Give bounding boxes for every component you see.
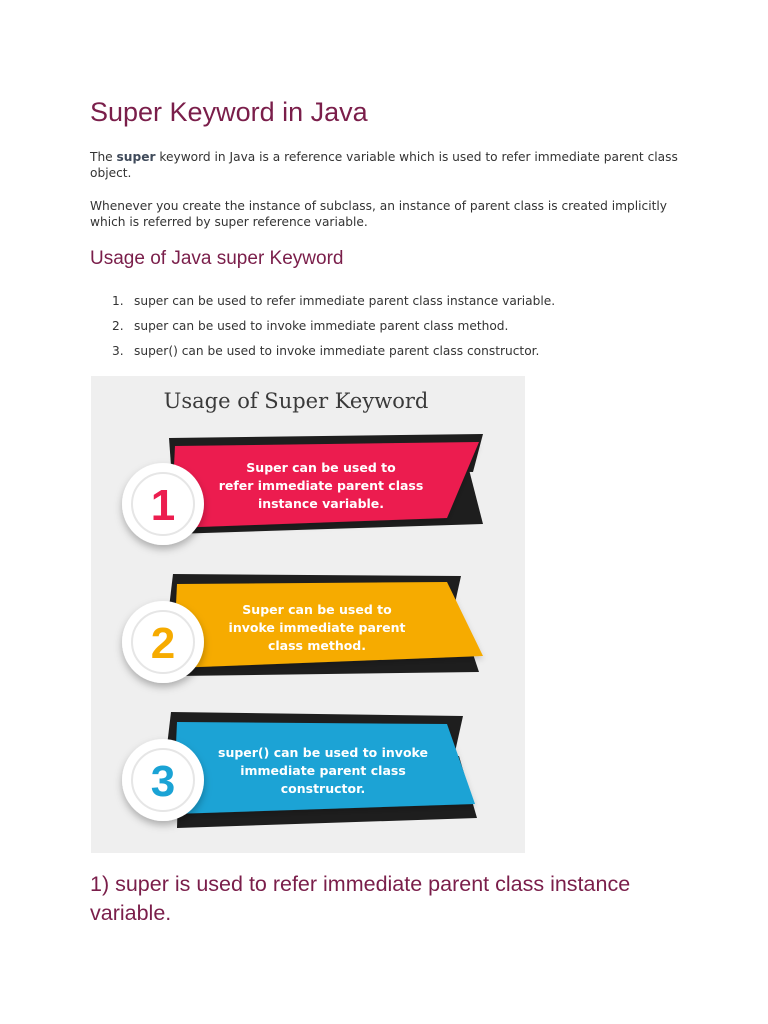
list-item xyxy=(112,292,555,317)
ribbon-text-line: immediate parent class xyxy=(240,763,406,778)
list-item xyxy=(112,342,555,367)
page-title: Super Keyword in Java xyxy=(90,97,368,127)
badge-number-3: 3 xyxy=(150,757,176,806)
list-text: super can be used to invoke immediate parent class method. xyxy=(134,319,509,333)
intro-paragraph xyxy=(90,149,690,181)
list-number: 2. xyxy=(112,319,124,333)
ribbon-text-line: instance variable. xyxy=(257,496,385,511)
usage-item-1 xyxy=(122,434,483,545)
list-text: super can be used to refer immediate parent class instance variable. xyxy=(134,294,556,308)
usage-item-2 xyxy=(122,574,483,683)
infographic-title: Usage of Super Keyword xyxy=(163,389,429,413)
ribbon-text-line: invoke immediate parent xyxy=(228,620,406,635)
badge-number-2: 2 xyxy=(150,619,176,668)
ribbon-text-line: Super can be used to xyxy=(246,460,396,475)
ribbon-text-line: refer immediate parent class xyxy=(218,478,424,493)
section-heading: 1) super is used to refer immediate parent class instance variable. xyxy=(90,872,631,925)
subclass-paragraph: Whenever you create the instance of subclass, an instance of parent class is created implicitly which is referred by super reference variable. xyxy=(90,199,668,229)
list-text: super() can be used to invoke immediate parent class constructor. xyxy=(134,344,540,358)
intro-prefix: The xyxy=(90,150,117,164)
usage-infographic xyxy=(91,376,525,853)
ribbon-text-line: class method. xyxy=(267,638,367,653)
list-number: 1. xyxy=(112,294,124,308)
usage-list xyxy=(112,292,555,367)
badge-number-1: 1 xyxy=(150,481,176,530)
ribbon-text-line: constructor. xyxy=(280,781,366,796)
usage-item-3 xyxy=(122,712,477,828)
infographic-canvas xyxy=(91,376,525,853)
ribbon-text-line: super() can be used to invoke xyxy=(218,745,428,760)
intro-suffix: keyword in Java is a reference variable which is used to refer immediate parent class object. xyxy=(90,150,678,180)
super-keyword: super xyxy=(116,150,156,164)
usage-heading: Usage of Java super Keyword xyxy=(90,248,344,269)
list-number: 3. xyxy=(112,344,124,358)
list-item xyxy=(112,317,555,342)
ribbon-text-line: Super can be used to xyxy=(242,602,392,617)
